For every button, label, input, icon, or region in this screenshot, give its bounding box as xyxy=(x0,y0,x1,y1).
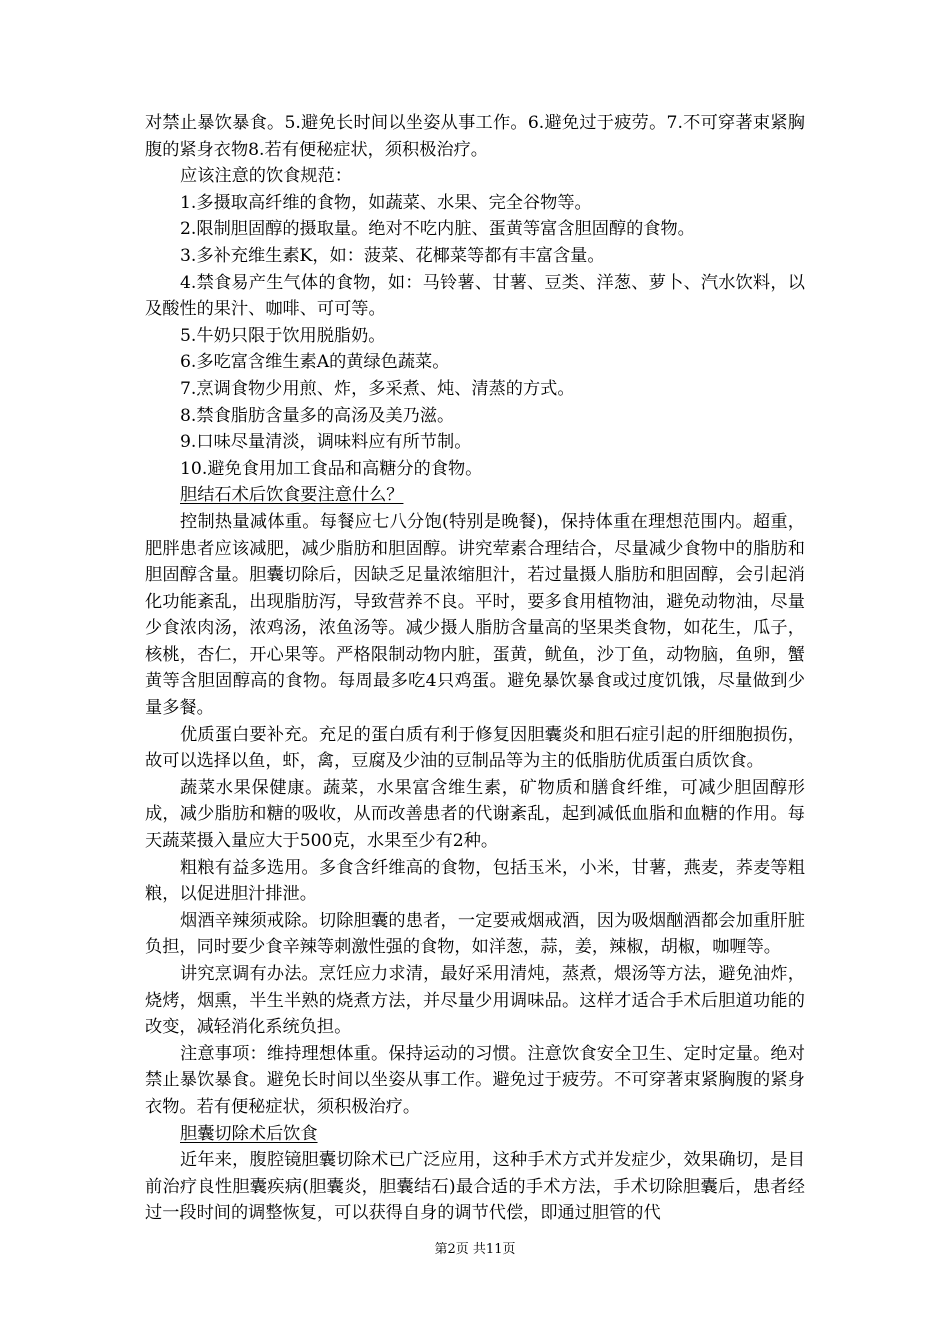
page-number-footer: 第2页 共11页 xyxy=(434,1242,516,1257)
paragraph-continued: 对禁止暴饮暴食。5.避免长时间以坐姿从事工作。6.避免过于疲劳。7.不可穿著束紧胸腹的紧身衣物8.若有便秘症状，须积极治疗。 xyxy=(145,113,805,160)
section-heading-post-surgery-diet: 胆结石术后饮食要注意什么？ xyxy=(180,485,404,506)
list-item: 9.口味尽量清淡，调味料应有所节制。 xyxy=(180,432,472,453)
paragraph: 优质蛋白要补充。充足的蛋白质有利于修复因胆囊炎和胆石症引起的肝细胞损伤，故可以选择以鱼，虾，禽，豆腐及少油的豆制品等为主的低脂肪优质蛋白质饮食。 xyxy=(145,724,805,772)
paragraph: 粗粮有益多选用。多食含纤维高的食物，包括玉米，小米，甘薯，燕麦，荞麦等粗粮，以促进胆汁排泄。 xyxy=(145,857,805,905)
paragraph: 近年来，腹腔镜胆囊切除术已广泛应用，这种手术方式并发症少，效果确切，是目前治疗良性胆囊疾病(胆囊炎，胆囊结石)最合适的手术方法，手术切除胆囊后，患者经过一段时间的调整恢复，可以获得自身的调节代偿，即通过胆管的代 xyxy=(145,1150,805,1224)
list-item: 1.多摄取高纤维的食物，如蔬菜、水果、完全谷物等。 xyxy=(180,192,592,213)
paragraph: 烟酒辛辣须戒除。切除胆囊的患者，一定要戒烟戒酒，因为吸烟酗酒都会加重肝脏负担，同时要少食辛辣等刺激性强的食物，如洋葱，蒜，姜，辣椒，胡椒，咖喱等。 xyxy=(145,910,805,958)
list-item: 4.禁食易产生气体的食物，如：马铃薯、甘薯、豆类、洋葱、萝卜、汽水饮料，以及酸性的果汁、咖啡、可可等。 xyxy=(145,272,805,320)
list-item: 8.禁食脂肪含量多的高汤及美乃滋。 xyxy=(180,405,455,426)
list-item: 5.牛奶只限于饮用脱脂奶。 xyxy=(180,325,386,346)
list-item: 2.限制胆固醇的摄取量。绝对不吃内脏、蛋黄等富含胆固醇的食物。 xyxy=(180,219,695,240)
paragraph: 蔬菜水果保健康。蔬菜，水果富含维生素，矿物质和膳食纤维，可减少胆固醇形成，减少脂肪和糖的吸收，从而改善患者的代谢紊乱，起到减低血脂和血糖的作用。每天蔬菜摄入量应大于500克，水果至少有2种。 xyxy=(145,777,805,852)
list-item: 10.避免食用加工食品和高糖分的食物。 xyxy=(180,458,483,479)
section-heading-cholecystectomy-diet: 胆囊切除术后饮食 xyxy=(180,1123,318,1144)
paragraph: 控制热量减体重。每餐应七八分饱(特别是晚餐)，保持体重在理想范围内。超重，肥胖患者应该减肥，减少脂肪和胆固醇。讲究荤素合理结合，尽量减少食物中的脂肪和胆固醇含量。胆囊切除后，因缺乏足量浓缩胆汁，若过量摄人脂肪和胆固醇，会引起消化功能紊乱，出现脂肪泻，导致营养不良。平时，要多食用植物油，避免动物油，尽量少食浓肉汤，浓鸡汤，浓鱼汤等。减少摄人脂肪含量高的坚果类食物，如花生，瓜子，核桃，杏仁，开心果等。严格限制动物内脏，蛋黄，鱿鱼，沙丁鱼，动物脑，鱼卵，蟹黄等含胆固醇高的食物。每周最多吃4只鸡蛋。避免暴饮暴食或过度饥饿，尽量做到少量多餐。 xyxy=(145,511,805,719)
document-body xyxy=(145,110,805,1227)
list-item: 6.多吃富含维生素A的黄绿色蔬菜。 xyxy=(180,352,450,373)
list-item: 3.多补充维生素K，如：菠菜、花椰菜等都有丰富含量。 xyxy=(180,245,605,266)
list-item: 7.烹调食物少用煎、炸，多采煮、炖、清蒸的方式。 xyxy=(180,378,575,399)
paragraph: 讲究烹调有办法。烹饪应力求清，最好采用清炖，蒸煮，煨汤等方法，避免油炸，烧烤，烟熏，半生半熟的烧煮方法，并尽量少用调味品。这样才适合手术后胆道功能的改变，减轻消化系统负担。 xyxy=(145,964,805,1038)
paragraph: 注意事项：维持理想体重。保持运动的习惯。注意饮食安全卫生、定时定量。绝对禁止暴饮暴食。避免长时间以坐姿从事工作。避免过于疲劳。不可穿著束紧胸腹的紧身衣物。若有便秘症状，须积极治疗。 xyxy=(145,1043,805,1117)
subheading-diet-rules: 应该注意的饮食规范： xyxy=(180,166,352,187)
